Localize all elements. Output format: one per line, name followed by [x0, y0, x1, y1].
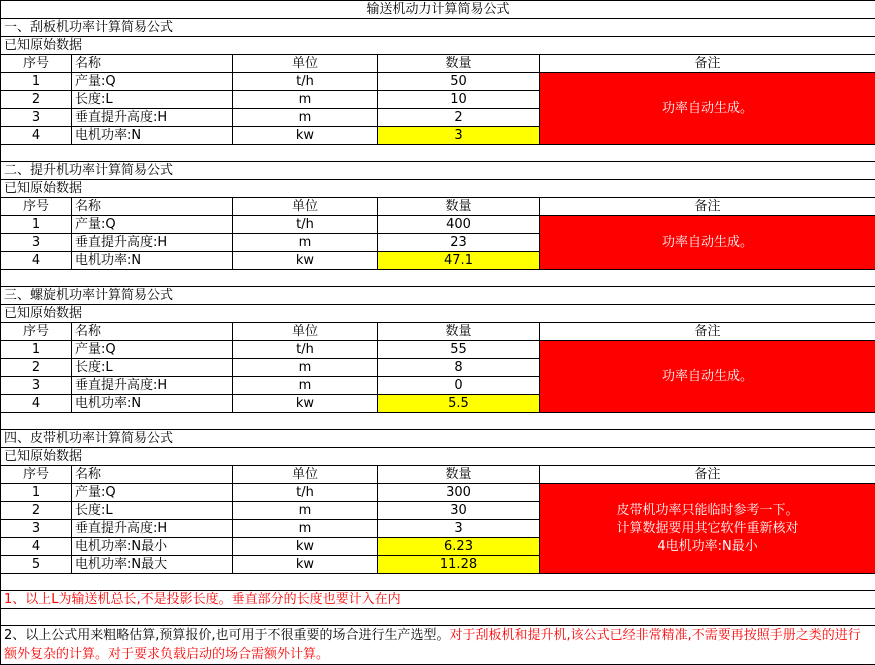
- header-unit[interactable]: 单位: [233, 55, 378, 73]
- known-data-row: [1, 448, 875, 466]
- cell-name[interactable]: 电机功率:N: [72, 127, 233, 145]
- header-name[interactable]: 名称: [72, 198, 233, 216]
- cell-name[interactable]: 电机功率:N最小: [72, 538, 233, 556]
- cell-seq[interactable]: 2: [1, 502, 72, 520]
- cell-unit[interactable]: t/h: [233, 341, 378, 359]
- cell-remark[interactable]: 功率自动生成。: [540, 341, 875, 413]
- known-data-label[interactable]: 已知原始数据: [1, 180, 875, 198]
- cell-unit[interactable]: m: [233, 502, 378, 520]
- cell-unit[interactable]: m: [233, 377, 378, 395]
- cell-unit[interactable]: m: [233, 359, 378, 377]
- cell-unit[interactable]: kw: [233, 395, 378, 413]
- cell-seq[interactable]: 3: [1, 234, 72, 252]
- blank-cell[interactable]: [1, 609, 875, 626]
- known-data-label[interactable]: 已知原始数据: [1, 37, 875, 55]
- cell-name[interactable]: 电机功率:N最大: [72, 556, 233, 574]
- known-data-row: [1, 180, 875, 198]
- cell-qty[interactable]: 47.1: [378, 252, 540, 270]
- note-2-text: 2、以上公式用来粗略估算,预算报价,也可用于不很重要的场合进行生产选型。: [4, 628, 450, 643]
- cell-seq[interactable]: 2: [1, 359, 72, 377]
- section-heading[interactable]: 二、提升机功率计算简易公式: [1, 162, 875, 180]
- remark-line: 皮带机功率只能临时参考一下。: [543, 502, 872, 520]
- blank-cell[interactable]: [1, 574, 875, 591]
- cell-seq[interactable]: 4: [1, 538, 72, 556]
- cell-seq[interactable]: 4: [1, 252, 72, 270]
- section-heading-row: [1, 162, 875, 180]
- cell-unit[interactable]: m: [233, 520, 378, 538]
- cell-name[interactable]: 长度:L: [72, 502, 233, 520]
- cell-unit[interactable]: m: [233, 234, 378, 252]
- cell-name[interactable]: 垂直提升高度:H: [72, 377, 233, 395]
- blank-row: [1, 145, 875, 162]
- cell-seq[interactable]: 1: [1, 216, 72, 234]
- cell-qty[interactable]: 6.23: [378, 538, 540, 556]
- blank-row: [1, 574, 875, 591]
- cell-seq[interactable]: 3: [1, 377, 72, 395]
- sheet-title[interactable]: 输送机动力计算简易公式: [1, 1, 875, 19]
- cell-name[interactable]: 垂直提升高度:H: [72, 520, 233, 538]
- cell-qty[interactable]: 300: [378, 484, 540, 502]
- cell-name[interactable]: 产量:Q: [72, 216, 233, 234]
- cell-unit[interactable]: kw: [233, 127, 378, 145]
- known-data-row: [1, 37, 875, 55]
- cell-name[interactable]: 产量:Q: [72, 341, 233, 359]
- header-remark[interactable]: 备注: [540, 466, 875, 484]
- cell-qty[interactable]: 5.5: [378, 395, 540, 413]
- header-seq[interactable]: 序号: [1, 198, 72, 216]
- header-remark[interactable]: 备注: [540, 55, 875, 73]
- table-row: [1, 73, 875, 91]
- header-qty[interactable]: 数量: [378, 323, 540, 341]
- remark-line: 4电机功率:N最小: [543, 538, 872, 556]
- remark-line: 计算数据要用其它软件重新核对: [543, 520, 872, 538]
- cell-qty[interactable]: 55: [378, 341, 540, 359]
- cell-name[interactable]: 垂直提升高度:H: [72, 109, 233, 127]
- cell-seq[interactable]: 1: [1, 73, 72, 91]
- header-remark[interactable]: 备注: [540, 198, 875, 216]
- blank-row: [1, 609, 875, 626]
- cell-name[interactable]: 垂直提升高度:H: [72, 234, 233, 252]
- header-seq[interactable]: 序号: [1, 466, 72, 484]
- header-row: [1, 466, 875, 484]
- cell-remark[interactable]: 功率自动生成。: [540, 216, 875, 270]
- header-row: [1, 55, 875, 73]
- section-heading-row: [1, 287, 875, 305]
- note-2-red-text: 对于刮板机和提升机,该公式已经非常精准,不需要再按照手册之类的进行额外复杂的计算。对于要求负载启动的场合需额外计算。: [4, 628, 861, 662]
- note-row: [1, 626, 875, 665]
- cell-seq[interactable]: 4: [1, 395, 72, 413]
- known-data-row: [1, 305, 875, 323]
- cell-unit[interactable]: m: [233, 109, 378, 127]
- cell-qty[interactable]: 50: [378, 73, 540, 91]
- header-remark[interactable]: 备注: [540, 323, 875, 341]
- header-qty[interactable]: 数量: [378, 466, 540, 484]
- cell-qty[interactable]: 3: [378, 127, 540, 145]
- note-1[interactable]: 1、以上L为输送机总长,不是投影长度。垂直部分的长度也要计入在内: [1, 591, 875, 609]
- section-heading[interactable]: 一、刮板机功率计算简易公式: [1, 19, 875, 37]
- header-name[interactable]: 名称: [72, 323, 233, 341]
- cell-qty[interactable]: 400: [378, 216, 540, 234]
- cell-qty[interactable]: 2: [378, 109, 540, 127]
- cell-qty[interactable]: 30: [378, 502, 540, 520]
- header-name[interactable]: 名称: [72, 466, 233, 484]
- header-seq[interactable]: 序号: [1, 323, 72, 341]
- note-row: [1, 591, 875, 609]
- section-heading[interactable]: 四、皮带机功率计算简易公式: [1, 430, 875, 448]
- section-heading[interactable]: 三、螺旋机功率计算简易公式: [1, 287, 875, 305]
- blank-cell[interactable]: [1, 413, 875, 430]
- cell-unit[interactable]: kw: [233, 556, 378, 574]
- cell-qty[interactable]: 0: [378, 377, 540, 395]
- cell-seq[interactable]: 2: [1, 91, 72, 109]
- cell-qty[interactable]: 3: [378, 520, 540, 538]
- cell-unit[interactable]: m: [233, 91, 378, 109]
- cell-unit[interactable]: t/h: [233, 73, 378, 91]
- cell-name[interactable]: 电机功率:N: [72, 395, 233, 413]
- blank-row: [1, 413, 875, 430]
- header-row: [1, 323, 875, 341]
- note-2[interactable]: [1, 626, 875, 665]
- cell-remark[interactable]: [540, 484, 875, 574]
- header-name[interactable]: 名称: [72, 55, 233, 73]
- cell-name[interactable]: 产量:Q: [72, 73, 233, 91]
- cell-seq[interactable]: 4: [1, 127, 72, 145]
- cell-unit[interactable]: kw: [233, 538, 378, 556]
- cell-unit[interactable]: t/h: [233, 484, 378, 502]
- cell-qty[interactable]: 8: [378, 359, 540, 377]
- title-row: [1, 1, 875, 19]
- cell-remark[interactable]: 功率自动生成。: [540, 73, 875, 145]
- cell-qty[interactable]: 23: [378, 234, 540, 252]
- blank-cell[interactable]: [1, 270, 875, 287]
- cell-seq[interactable]: 5: [1, 556, 72, 574]
- known-data-label[interactable]: 已知原始数据: [1, 448, 875, 466]
- header-unit[interactable]: 单位: [233, 323, 378, 341]
- cell-unit[interactable]: kw: [233, 252, 378, 270]
- cell-name[interactable]: 长度:L: [72, 91, 233, 109]
- cell-seq[interactable]: 3: [1, 109, 72, 127]
- header-row: [1, 198, 875, 216]
- table-row: [1, 484, 875, 502]
- section-heading-row: [1, 19, 875, 37]
- header-unit[interactable]: 单位: [233, 466, 378, 484]
- blank-row: [1, 270, 875, 287]
- cell-name[interactable]: 电机功率:N: [72, 252, 233, 270]
- cell-name[interactable]: 产量:Q: [72, 484, 233, 502]
- cell-seq[interactable]: 3: [1, 520, 72, 538]
- cell-name[interactable]: 长度:L: [72, 359, 233, 377]
- cell-seq[interactable]: 1: [1, 484, 72, 502]
- header-unit[interactable]: 单位: [233, 198, 378, 216]
- table-row: [1, 341, 875, 359]
- header-qty[interactable]: 数量: [378, 55, 540, 73]
- header-seq[interactable]: 序号: [1, 55, 72, 73]
- section-heading-row: [1, 430, 875, 448]
- cell-qty[interactable]: 11.28: [378, 556, 540, 574]
- header-qty[interactable]: 数量: [378, 198, 540, 216]
- known-data-label[interactable]: 已知原始数据: [1, 305, 875, 323]
- cell-unit[interactable]: t/h: [233, 216, 378, 234]
- blank-cell[interactable]: [1, 145, 875, 162]
- cell-seq[interactable]: 1: [1, 341, 72, 359]
- cell-qty[interactable]: 10: [378, 91, 540, 109]
- table-row: [1, 216, 875, 234]
